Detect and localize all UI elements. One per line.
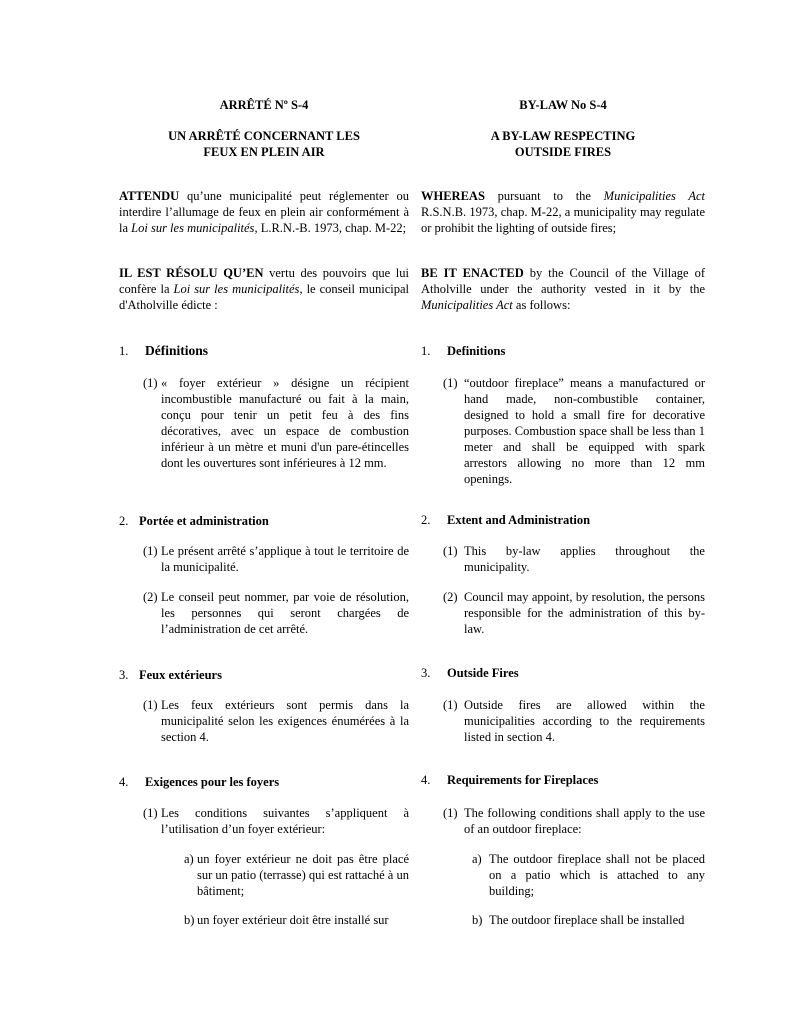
subsection-en xyxy=(443,589,705,637)
whereas-keyword: WHEREAS xyxy=(421,189,485,203)
subsection-label: (1) xyxy=(443,376,458,390)
whereas-text: , L.R.N.-B. 1973, chap. M-22; xyxy=(254,221,407,235)
enactment-text: , le conseil municipal d'Atholville édicte : xyxy=(119,282,409,312)
bylaw-subject-fr xyxy=(119,128,409,160)
section-heading-en xyxy=(421,512,590,528)
paragraph-label: b) xyxy=(472,913,483,927)
act-name: Municipalities Act xyxy=(603,189,705,203)
paragraph-label: b) xyxy=(184,913,195,927)
subsection-fr xyxy=(143,805,409,837)
subsection-label: (1) xyxy=(143,376,158,390)
section-number: 1. xyxy=(119,344,129,358)
subsection-label: (1) xyxy=(143,698,158,712)
section-heading-fr xyxy=(119,774,279,790)
section-number: 4. xyxy=(119,775,129,789)
subsection-text: Outside fires are allowed within the municipalities according to the requirements listed in section 4. xyxy=(464,698,705,744)
enactment-keyword: BE IT ENACTED xyxy=(421,266,524,280)
enactment-paragraph-fr xyxy=(119,265,409,313)
subsection-en xyxy=(443,543,705,575)
subsection-en xyxy=(443,375,705,487)
section-heading-fr xyxy=(119,513,269,529)
act-name: Loi sur les municipalités xyxy=(173,282,300,296)
subsection-label: (1) xyxy=(143,806,158,820)
whereas-text: R.S.N.B. 1973, chap. M-22, a municipality may regulate or prohibit the lighting of outside fires; xyxy=(421,205,705,235)
whereas-paragraph-fr xyxy=(119,188,409,236)
section-heading-fr xyxy=(119,343,208,359)
subject-line-2: FEUX EN PLEIN AIR xyxy=(203,145,325,159)
subsection-label: (1) xyxy=(443,544,458,558)
subsection-text: Les conditions suivantes s’appliquent à l’utilisation d’un foyer extérieur: xyxy=(161,806,409,836)
section-heading-en xyxy=(421,665,519,681)
subsection-text: Les feux extérieurs sont permis dans la municipalité selon les exigences énumérées à la section 4. xyxy=(161,698,409,744)
section-number: 4. xyxy=(421,773,431,787)
enactment-text: by the Council of the Village of Atholville under the authority vested in it by the xyxy=(421,266,705,296)
section-title: Definitions xyxy=(447,344,506,358)
subsection-label: (1) xyxy=(143,544,158,558)
act-name: Loi sur les municipalités xyxy=(131,221,255,235)
enactment-paragraph-en xyxy=(421,265,705,313)
subsection-label: (2) xyxy=(443,590,458,604)
section-number: 1. xyxy=(421,344,431,358)
section-number: 2. xyxy=(421,513,431,527)
paragraph-text: The outdoor fireplace shall not be placed on a patio which is attached to any building; xyxy=(489,852,705,898)
section-title: Requirements for Fireplaces xyxy=(447,773,599,787)
act-name: Municipalities Act xyxy=(421,298,513,312)
subsection-fr xyxy=(143,375,409,471)
bylaw-subject-en xyxy=(421,128,705,160)
whereas-text: pursuant to the xyxy=(484,189,604,203)
subsection-text: “outdoor fireplace” means a manufactured or hand made, non-combustible container, designed to hold a small fire for decorative purposes. Combustion space shall be less than 1 meter and shall be equipped with spark arrestors allowing no more than 12 mm openings. xyxy=(464,376,705,486)
section-title: Définitions xyxy=(145,343,209,358)
subject-line-2: OUTSIDE FIRES xyxy=(514,145,612,159)
section-title: Extent and Administration xyxy=(447,513,591,527)
subsection-fr xyxy=(143,543,409,575)
section-title: Exigences pour les foyers xyxy=(145,775,280,789)
subsection-label: (1) xyxy=(443,698,458,712)
paragraph-fr xyxy=(184,912,409,928)
bylaw-number-en: BY-LAW No S-4 xyxy=(519,98,607,112)
subsection-text: Le conseil peut nommer, par voie de résolution, les personnes qui seront chargées de l’administration de cet arrêté. xyxy=(161,590,409,636)
whereas-keyword: ATTENDU xyxy=(119,189,180,203)
paragraph-text: un foyer extérieur ne doit pas être placé sur un patio (terrasse) qui est rattaché à un bâtiment; xyxy=(197,852,409,898)
enactment-keyword: IL EST RÉSOLU QU’EN xyxy=(119,266,264,280)
section-heading-en xyxy=(421,343,505,359)
section-title: Outside Fires xyxy=(447,666,519,680)
subsection-text: Le présent arrêté s’applique à tout le territoire de la municipalité. xyxy=(161,544,409,574)
section-number: 2. xyxy=(119,514,129,528)
paragraph-label: a) xyxy=(184,852,194,866)
subsection-text: « foyer extérieur » désigne un récipient incombustible manufacturé ou fait à la main, conçu pour tenir un petit feu à des fins décoratives, avec un espace de combustion inférieur à un mètre et muni d'un pare-étincelles dont les ouvertures sont inférieures à 12 mm. xyxy=(161,376,409,470)
subsection-label: (1) xyxy=(443,806,458,820)
section-title: Feux extérieurs xyxy=(139,668,222,682)
section-heading-en xyxy=(421,772,598,788)
subsection-en xyxy=(443,697,705,745)
subsection-text: The following conditions shall apply to the use of an outdoor fireplace: xyxy=(464,806,705,836)
subsection-fr xyxy=(143,589,409,637)
subsection-text: This by-law applies throughout the municipality. xyxy=(464,544,705,574)
whereas-paragraph-en xyxy=(421,188,705,236)
subsection-text: Council may appoint, by resolution, the persons responsible for the administration of this by-law. xyxy=(464,590,705,636)
subsection-en xyxy=(443,805,705,837)
paragraph-text: un foyer extérieur doit être installé sur xyxy=(197,913,389,927)
paragraph-en xyxy=(472,851,705,899)
bylaw-number-fr: ARRÊTÉ Nº S-4 xyxy=(219,98,309,112)
section-number: 3. xyxy=(421,666,431,680)
section-heading-fr xyxy=(119,667,222,683)
whereas-text: qu’une municipalité peut réglementer ou interdire l’allumage de feux en plein air conformément à la xyxy=(119,189,409,235)
subsection-label: (2) xyxy=(143,590,158,604)
enactment-text: as follows: xyxy=(512,298,571,312)
paragraph-en xyxy=(472,912,705,928)
enactment-text: vertu des pouvoirs que lui confère la xyxy=(119,266,409,296)
subsection-fr xyxy=(143,697,409,745)
section-number: 3. xyxy=(119,668,129,682)
paragraph-label: a) xyxy=(472,852,482,866)
subject-line-1: A BY-LAW RESPECTING xyxy=(490,129,636,143)
section-title: Portée et administration xyxy=(139,514,269,528)
paragraph-fr xyxy=(184,851,409,899)
subject-line-1: UN ARRÊTÉ CONCERNANT LES xyxy=(168,129,360,143)
paragraph-text: The outdoor fireplace shall be installed xyxy=(489,913,685,927)
